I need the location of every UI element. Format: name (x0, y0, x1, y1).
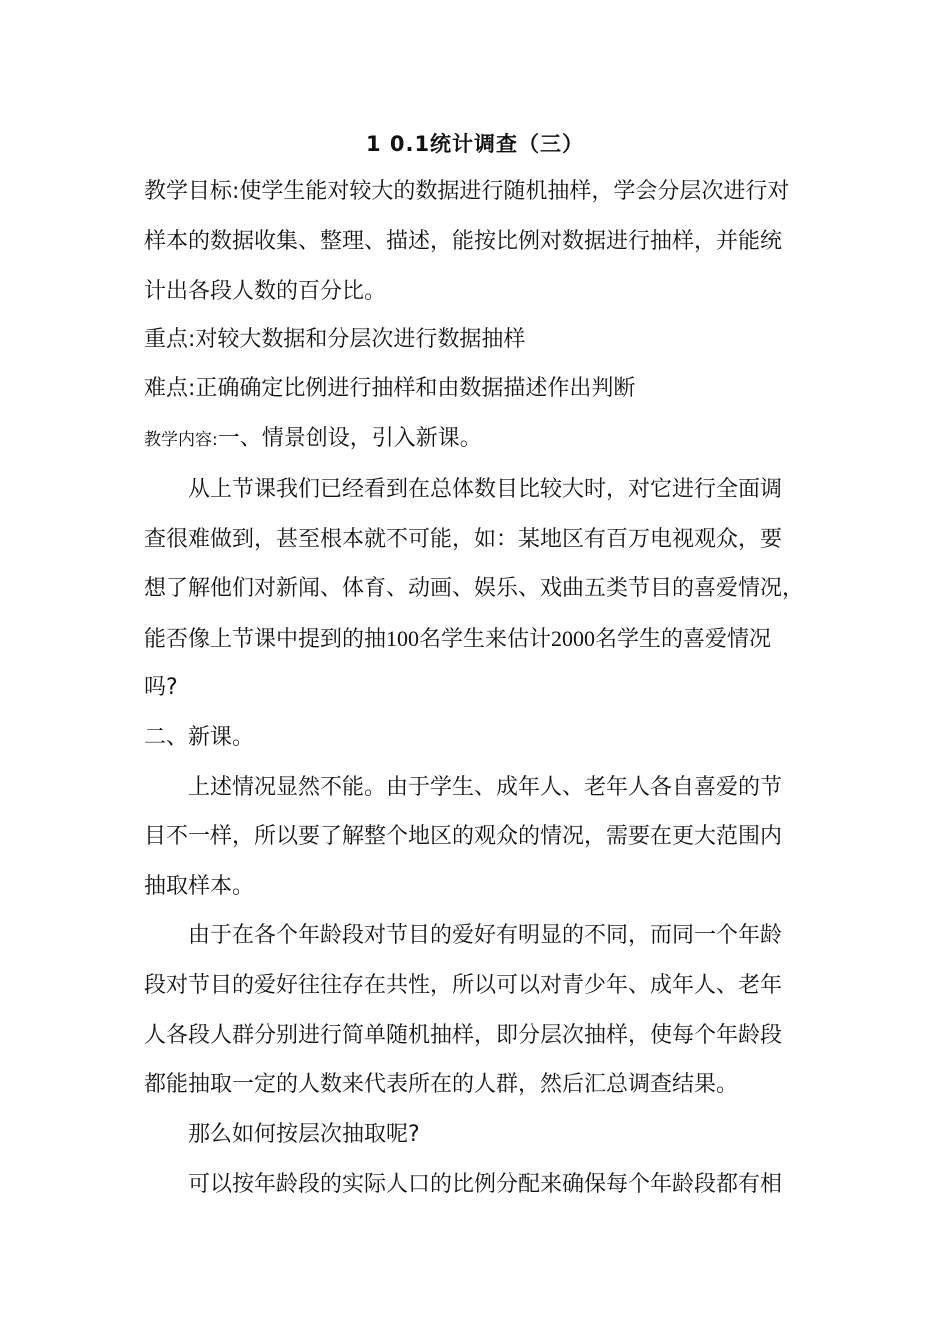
p1-line4-number-1: 100 (386, 626, 420, 651)
paragraph3-line-2: 段对节目的爱好往往存在共性，所以可以对青少年、成年人、老年 (144, 973, 783, 998)
question-line: 那么如何按层次抽取呢? (188, 1122, 420, 1147)
paragraph2-line-1: 上述情况显然不能。由于学生、成年人、老年人各自喜爱的节 (188, 775, 783, 800)
paragraph1-line-2: 查很难做到，甚至根本就不可能，如：某地区有百万电视观众，要 (144, 527, 783, 552)
paragraph1-line-4 (144, 625, 824, 654)
paragraph1-line-5: 吗? (144, 675, 178, 700)
paragraph3-line-3: 人各段人群分别进行简单随机抽样，即分层次抽样，使每个年龄段 (144, 1023, 783, 1048)
difficulty-line: 难点:正确确定比例进行抽样和由数据描述作出判断 (144, 376, 636, 401)
paragraph2-line-3: 抽取样本。 (144, 874, 255, 899)
paragraph1-line-1: 从上节课我们已经看到在总体数目比较大时，对它进行全面调 (188, 477, 783, 502)
objective-line-1: 教学目标:使学生能对较大的数据进行随机抽样，学会分层次进行对 (144, 179, 790, 204)
paragraph3-line-1: 由于在各个年龄段对节目的爱好有明显的不同，而同一个年龄 (188, 923, 783, 948)
paragraph2-line-2: 目不一样，所以要了解整个地区的观众的情况，需要在更大范围内 (144, 824, 783, 849)
p1-line4-text-b: 名学生来估计 (419, 627, 552, 652)
document-title: 1 0.1统计调查（三） (365, 132, 585, 156)
objective-line-3: 计出各段人数的百分比。 (144, 279, 387, 304)
content-label: 教学内容: (144, 430, 218, 450)
content-intro: 一、情景创设，引入新课。 (217, 426, 482, 451)
objective-line-2: 样本的数据收集、整理、描述，能按比例对数据进行抽样，并能统 (144, 229, 783, 254)
last-line: 可以按年龄段的实际人口的比例分配来确保每个年龄段都有相 (188, 1172, 783, 1197)
content-line (144, 425, 824, 454)
p1-line4-text-a: 能否像上节课中提到的抽 (144, 627, 387, 652)
paragraph3-line-4: 都能抽取一定的人数来代表所在的人群，然后汇总调查结果。 (144, 1072, 739, 1097)
p1-line4-number-2: 2000 (551, 626, 596, 651)
section-2-heading: 二、新课。 (144, 725, 255, 750)
p1-line4-text-c: 名学生的喜爱情况 (595, 627, 772, 652)
paragraph1-line-3: 想了解他们对新闻、体育、动画、娱乐、戏曲五类节目的喜爱情况， (144, 576, 805, 601)
key-point-line: 重点:对较大数据和分层次进行数据抽样 (144, 327, 526, 352)
